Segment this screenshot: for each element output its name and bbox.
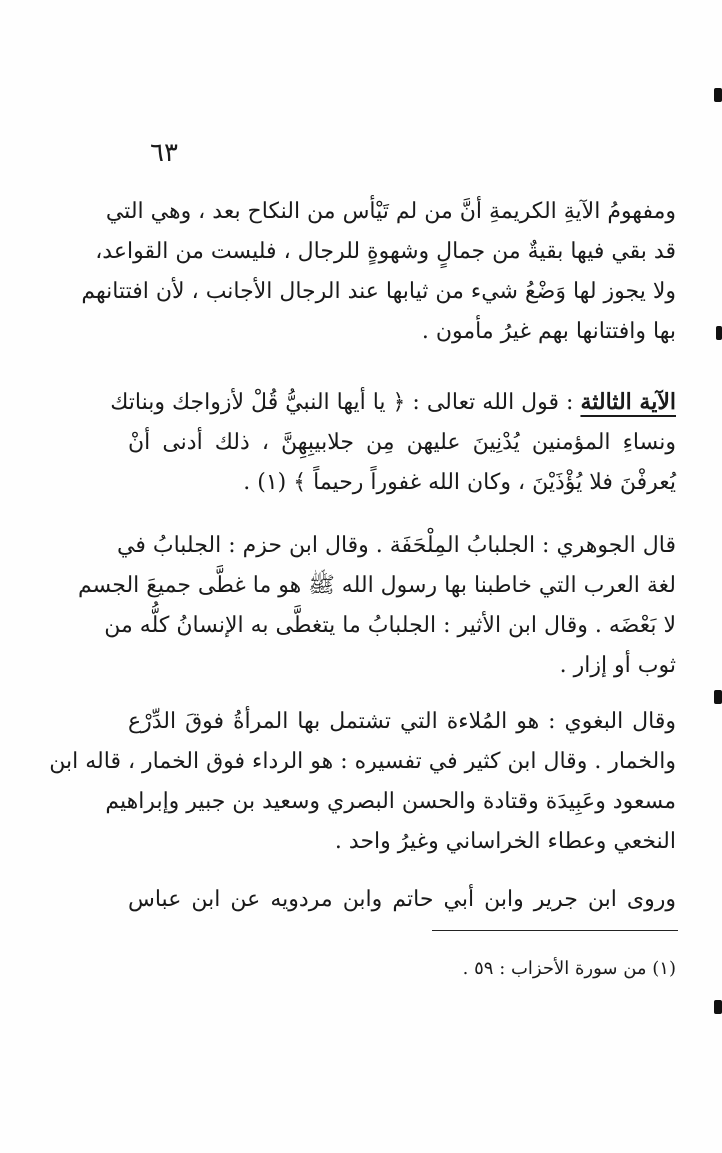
text-line: وقال البغوي : هو المُلاءة التي تشتمل بها المرأةُ فوقَ الدِّرْع [128, 709, 676, 734]
text-line: يُعرفْنَ فلا يُؤْذَيْنَ ، وكان الله غفوراً رحيماً ﴾ (١) . [243, 470, 676, 495]
binding-mark [714, 1000, 722, 1014]
text-line: قال الجوهري : الجلبابُ المِلْحَفَة . وقال ابن حزم : الجلبابُ في [117, 533, 676, 558]
text-line: وروى ابن جرير وابن أبي حاتم وابن مردويه عن ابن عباس [128, 887, 676, 912]
paragraph-4 [49, 702, 676, 862]
text-line: ثوب أو إزار . [559, 653, 676, 678]
section-heading: الآية الثالثة [580, 389, 676, 415]
paragraph-2 [110, 382, 676, 503]
text-line: ومفهومُ الآيةِ الكريمةِ أنَّ من لم تَيْأس من النكاح بعد ، وهي التي [105, 199, 676, 224]
binding-mark [716, 326, 722, 340]
footnote-divider [432, 930, 678, 931]
text-line: مسعود وعَبِيدَة وقتادة والحسن البصري وسعيد بن جبير وإبراهيم [105, 789, 676, 814]
text-line: ونساءِ المؤمنين يُدْنِينَ عليهن مِن جلابيبِهِنَّ ، ذلك أدنى أنْ [128, 430, 676, 455]
text-line: ولا يجوز لها وَضْعُ شيء من ثيابها عند الرجال الأجانب ، لأن افتتانهم [81, 279, 676, 304]
footnote: (١) من سورة الأحزاب : ٥٩ . [462, 958, 676, 979]
paragraph-5 [128, 880, 676, 920]
text-line: لغة العرب التي خاطبنا بها رسول الله ﷺ هو ما غطَّى جميعَ الجسم [77, 573, 676, 598]
text-line: النخعي وعطاء الخراساني وغيرُ واحد . [334, 829, 676, 854]
text-line: لا بَعْضَه . وقال ابن الأثير : الجلبابُ ما يتغطَّى به الإنسانُ كلُّه من [104, 613, 676, 638]
text-line: قد بقي فيها بقيةٌ من جمالٍ وشهوةٍ للرجال ، فليست من القواعد، [95, 239, 676, 264]
binding-mark [714, 690, 722, 704]
text-line: بها وافتتانها بهم غيرُ مأمون . [421, 319, 676, 344]
text-line: والخمار . وقال ابن كثير في تفسيره : هو الرداء فوق الخمار ، قاله ابن [49, 749, 676, 774]
heading-continuation: : قول الله تعالى : ﴿ يا أيها النبيُّ قُلْ لأزواجك وبناتك [110, 390, 574, 415]
paragraph-3 [77, 526, 676, 686]
paragraph-1 [81, 192, 676, 352]
binding-mark [714, 88, 722, 102]
text-line [110, 382, 676, 423]
page-number: ٦٣ [150, 138, 178, 168]
